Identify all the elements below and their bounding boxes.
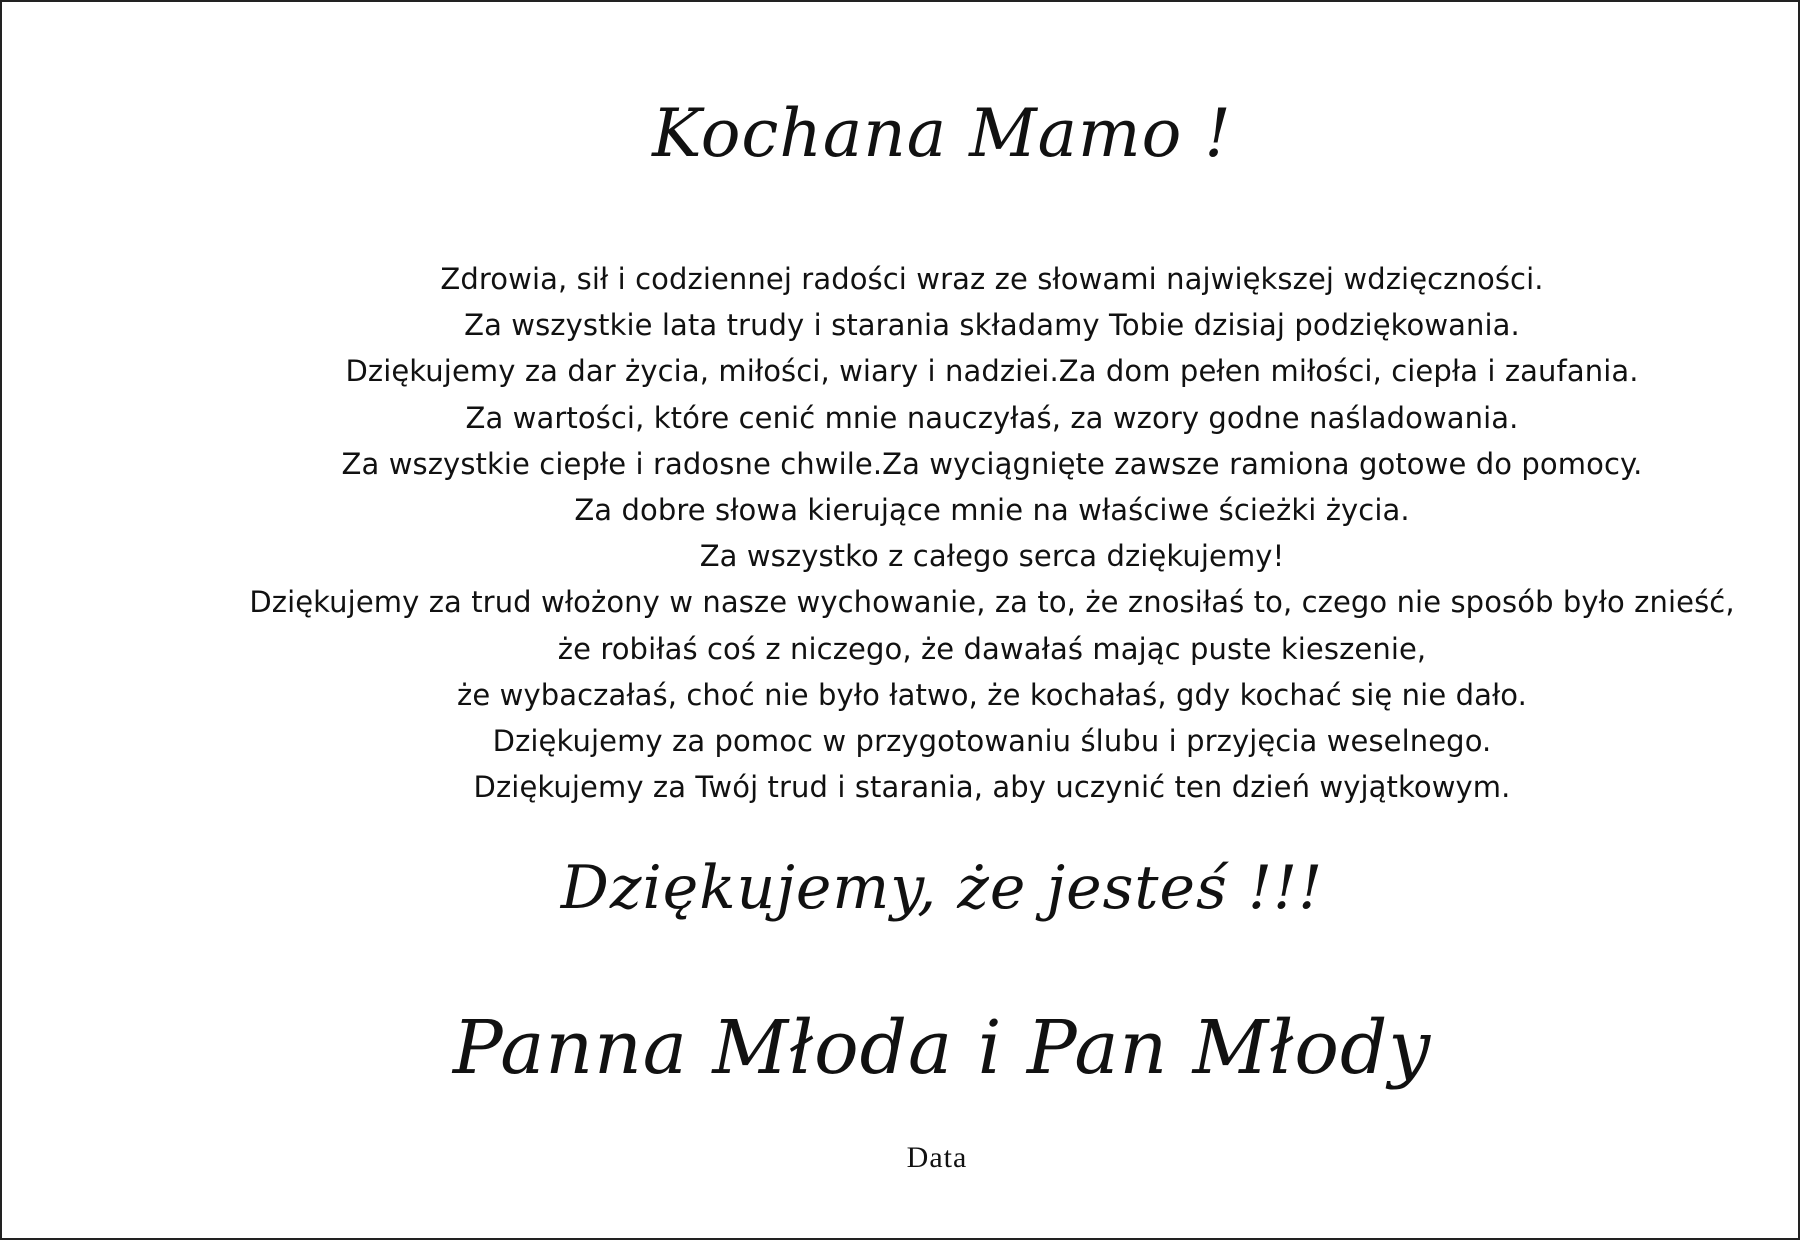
poem-line: Zdrowia, sił i codziennej radości wraz ze słowami największej wdzięczności. bbox=[440, 262, 1544, 296]
poem-line: Za wszystkie ciepłe i radosne chwile.Za wyciągnięte zawsze ramiona gotowe do pomocy. bbox=[341, 446, 1643, 481]
poem-line: Za wszystkie lata trudy i starania składamy Tobie dzisiaj podziękowania. bbox=[464, 308, 1520, 343]
card-heading: Kochana Mamo ! bbox=[652, 95, 1232, 172]
thanks-line: Dziękujemy, że jesteś !!! bbox=[560, 853, 1324, 923]
poem-line: Dziękujemy za trud włożony w nasze wychowanie, za to, że znosiłaś to, czego nie sposób było znieść, bbox=[249, 585, 1735, 620]
poem-line: Dziękujemy za dar życia, miłości, wiary i nadziei.Za dom pełen miłości, ciepła i zaufania. bbox=[345, 354, 1639, 389]
poem-line: Dziękujemy za pomoc w przygotowaniu ślubu i przyjęcia weselnego. bbox=[492, 724, 1492, 759]
poem-line: że robiłaś coś z niczego, że dawałaś mając puste kieszenie, bbox=[557, 631, 1427, 666]
poem-line: Za dobre słowa kierujące mnie na właściwe ścieżki życia. bbox=[574, 493, 1410, 528]
poem-line: Za wszystko z całego serca dziękujemy! bbox=[699, 539, 1285, 574]
poem-body bbox=[182, 256, 1800, 810]
poem-line: Dziękujemy za Twój trud i starania, aby uczynić ten dzień wyjątkowym. bbox=[473, 770, 1511, 805]
poem-line: że wybaczałaś, choć nie było łatwo, że kochałaś, gdy kochać się nie dało. bbox=[457, 677, 1527, 712]
signature: Panna Młoda i Pan Młody bbox=[452, 1005, 1432, 1091]
date-placeholder: Data bbox=[906, 1141, 968, 1174]
poem-line: Za wartości, które cenić mnie nauczyłaś, za wzory godne naśladowania. bbox=[465, 400, 1519, 435]
